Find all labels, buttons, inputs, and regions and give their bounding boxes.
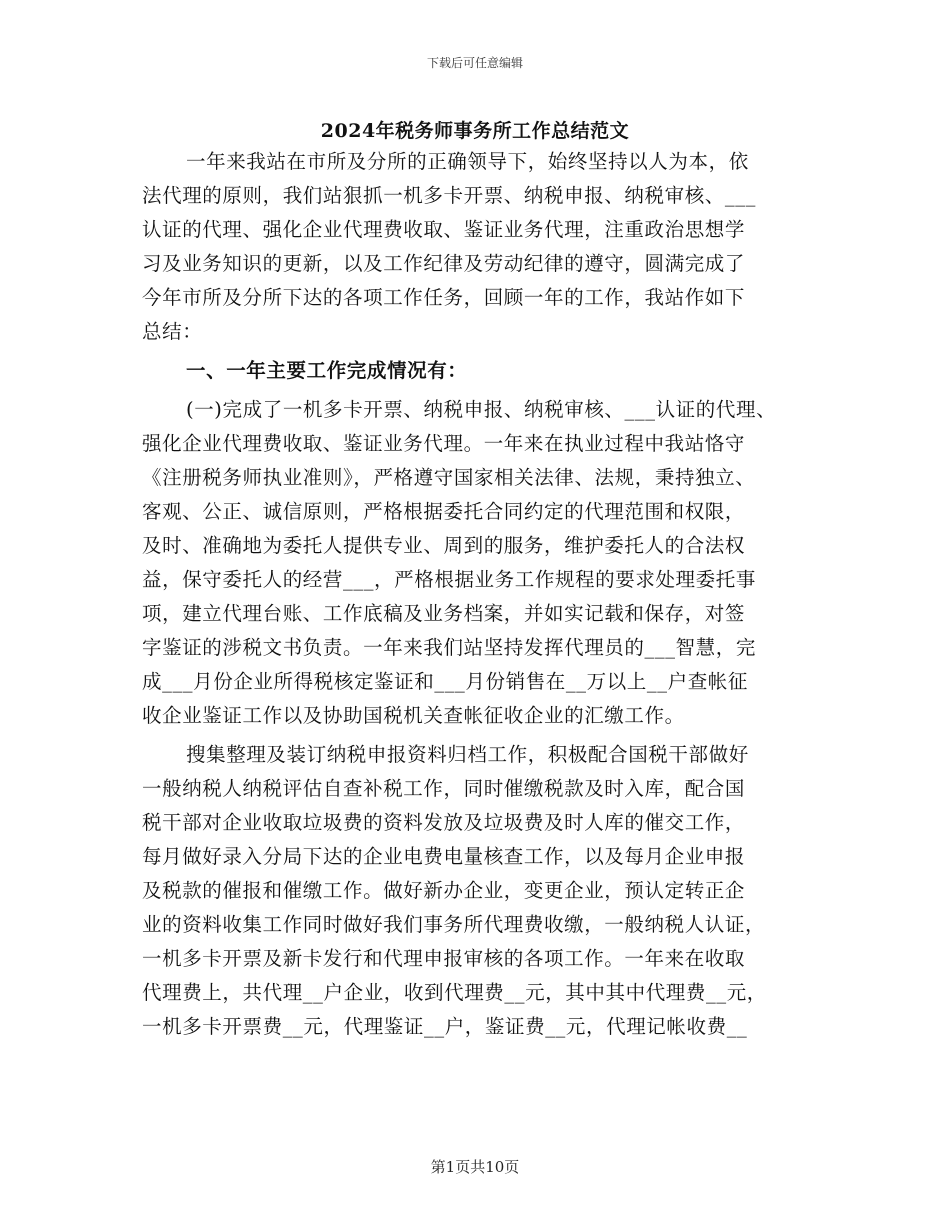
body-line: 《注册税务师执业准则》，严格遵守国家相关法律、法规，秉持独立、 [142,466,756,489]
body-line: 收企业鉴证工作以及协助国税机关查帐征收企业的汇缴工作。 [142,704,685,727]
header-note: 下载后可任意编辑 [426,56,523,70]
body-line: 一机多卡开票及新卡发行和代理申报审核的各项工作。一年来在收取 [142,947,746,970]
body-line: 一机多卡开票费__元，代理鉴证__户，鉴证费__元，代理记帐收费__ [142,1015,748,1038]
page-footer: 第1页共10页 [430,1158,520,1176]
body-line: 法代理的原则，我们站狠抓一机多卡开票、纳税申报、纳税审核、___ [142,184,756,207]
body-line: 习及业务知识的更新，以及工作纪律及劳动纪律的遵守，圆满完成了 [142,252,746,275]
body-line: 项，建立代理台账、工作底稿及业务档案，并如实记载和保存，对签 [142,602,746,625]
body-line: 搜集整理及装订纳税申报资料归档工作，积极配合国税干部做好 [186,743,749,766]
body-line: 代理费上，共代理__户企业，收到代理费__元，其中其中代理费__元， [142,981,767,1004]
section-heading: 一、一年主要工作完成情况有： [186,359,468,382]
body-line: 客观、公正、诚信原则，严格根据委托合同约定的代理范围和权限， [142,500,746,523]
body-line: 益，保守委托人的经营___，严格根据业务工作规程的要求处理委托事 [142,568,756,591]
body-line: 字鉴证的涉税文书负责。一年来我们站坚持发挥代理员的___智慧，完 [142,636,756,659]
body-line: 强化企业代理费收取、鉴证业务代理。一年来在执业过程中我站恪守 [142,432,746,455]
body-line: 及税款的催报和催缴工作。做好新办企业，变更企业，预认定转正企 [142,879,746,902]
body-line: 成___月份企业所得税核定鉴证和___月份销售在__万以上__户查帐征 [142,670,749,693]
body-line: (一)完成了一机多卡开票、纳税申报、纳税审核、___认证的代理、 [186,398,777,421]
body-line: 一般纳税人纳税评估自查补税工作，同时催缴税款及时入库，配合国 [142,777,746,800]
body-line: 今年市所及分所下达的各项工作任务，回顾一年的工作，我站作如下 [142,286,746,309]
body-line: 业的资料收集工作同时做好我们事务所代理费收缴，一般纳税人认证， [142,913,766,936]
body-line: 税干部对企业收取垃圾费的资料发放及垃圾费及时人库的催交工作， [142,811,746,834]
body-line: 及时、准确地为委托人提供专业、周到的服务，维护委托人的合法权 [142,534,746,557]
body-line: 总结： [142,320,203,343]
body-line: 每月做好录入分局下达的企业电费电量核查工作，以及每月企业申报 [142,845,746,868]
document-title: 2024年税务师事务所工作总结范文 [320,120,630,142]
body-line: 一年来我站在市所及分所的正确领导下，始终坚持以人为本，依 [186,150,749,173]
body-line: 认证的代理、强化企业代理费收取、鉴证业务代理，注重政治思想学 [142,218,746,241]
